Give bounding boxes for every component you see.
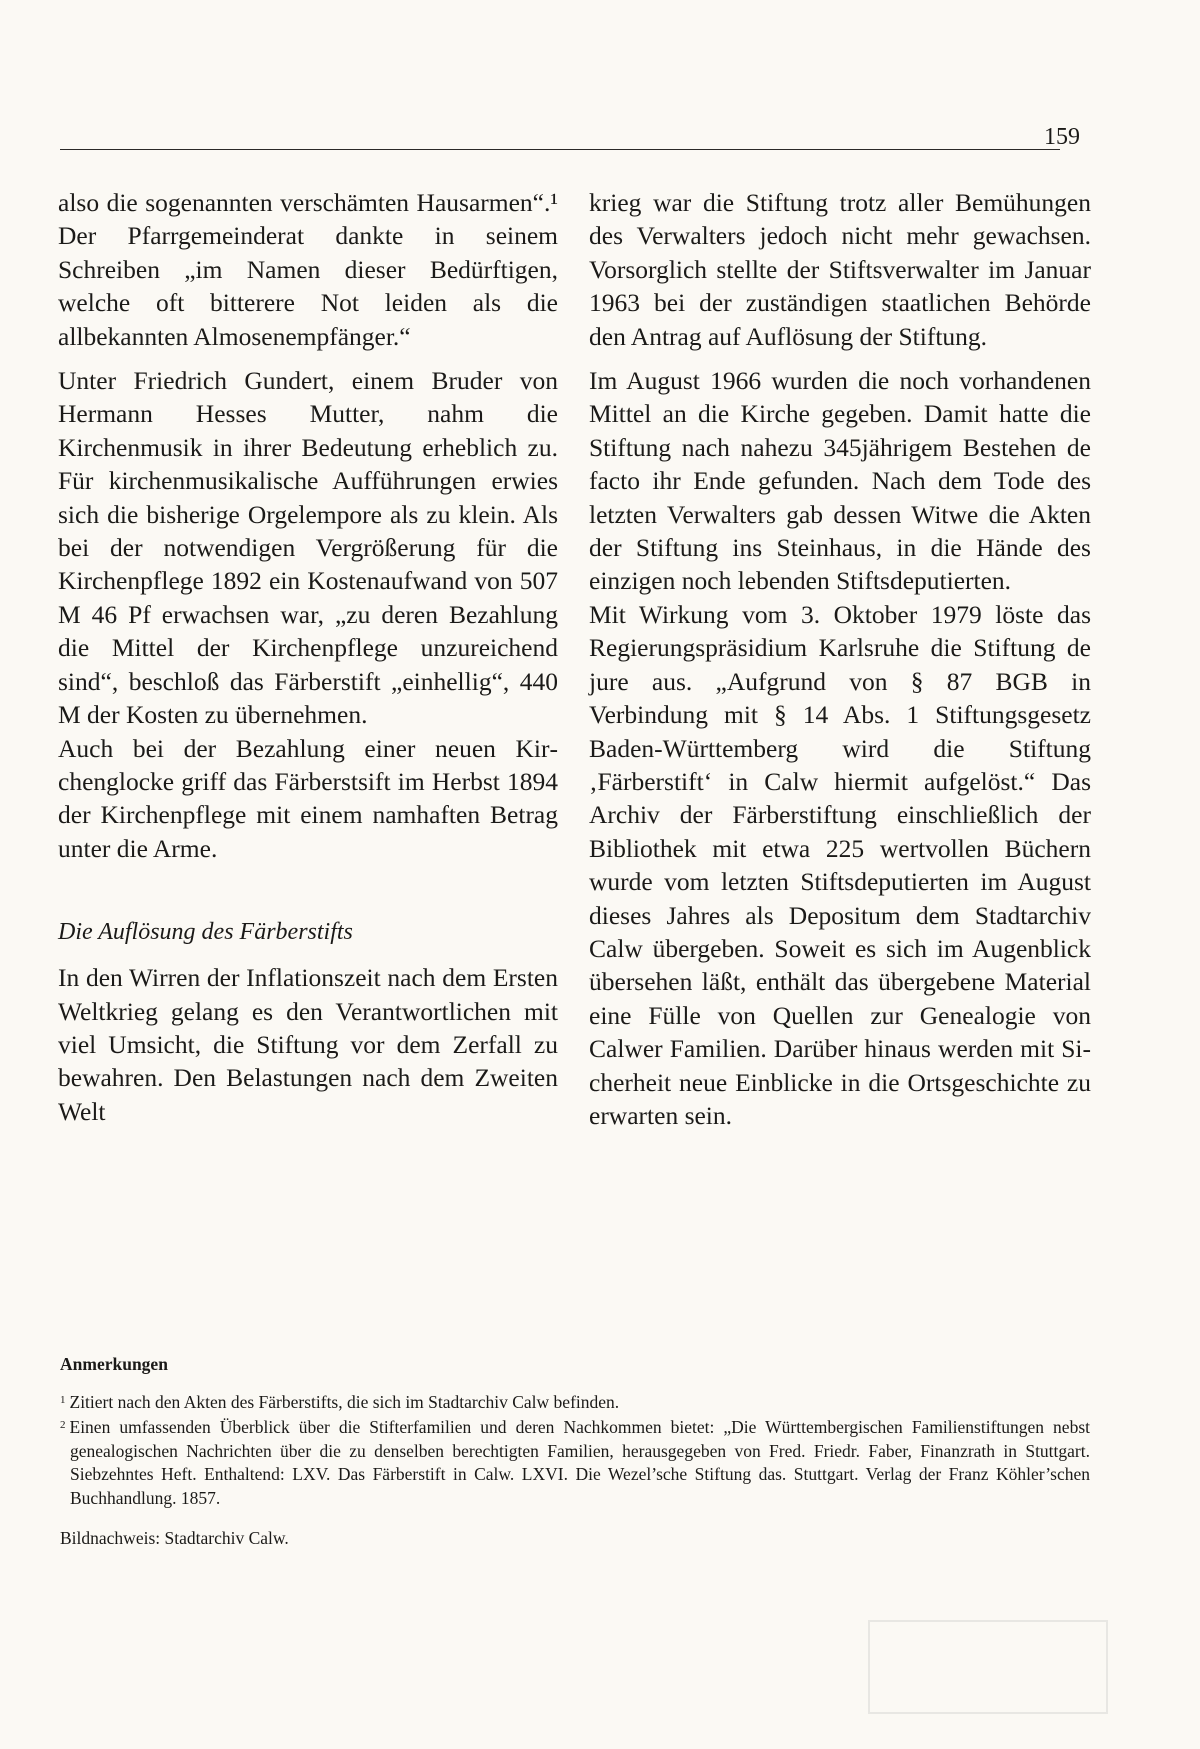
footnote-mark: 2: [60, 1419, 66, 1431]
body-paragraph: also die sogenannten verschämten Hausarmen“.¹ Der Pfarrgemeinderat dankte in seinem Schreiben „im Namen dieser Bedürftigen, welche oft bitterere Not leiden als die allbekannten Almosenempfänger.“: [58, 188, 558, 351]
image-credit: Bildnachweis: Stadtarchiv Calw.: [60, 1528, 289, 1548]
footnote: [60, 1414, 1090, 1510]
footnotes-heading: Anmerkungen: [60, 1354, 168, 1374]
left-column: [58, 186, 558, 1128]
footnote-text: Einen umfassenden Überblick über die Stifterfamilien und deren Nachkommen bietet: „Die Württembergischen Familienstiftungen nebst genealogischen Nachrichten über die zu denselben berechtigten Familien, herausgegeben von Fred. Friedr. Faber, Finanzrath in Stuttgart. Siebzehntes Heft. Enthaltend: LXV. Das Färberstift in Calw. LXVI. Die Wezel’sche Stiftung das. Stuttgart. Verlag der Franz Köhler’schen Buchhandlung. 1857.: [69, 1417, 1090, 1508]
body-paragraph: Unter Friedrich Gundert, einem Bruder von Hermann Hesses Mutter, nahm die Kirchenmusik in ihrer Bedeutung erheblich zu. Für kirchenmusikalische Aufführungen erwies sich die bisherige Orgelempore als zu klein. Als bei der notwendigen Vergrößerung für die Kirchenpflege 1892 ein Kostenaufwand von 507 M 46 Pf erwachsen war, „zu deren Bezahlung die Mittel der Kirchenpflege unzureichend sind“, beschloß das Färberstift „einhellig“, 440 M der Kosten zu übernehmen.: [58, 366, 558, 730]
footnote: [60, 1389, 1090, 1415]
footnote-text: Zitiert nach den Akten des Färberstifts, die sich im Stadtarchiv Calw befinden.: [69, 1391, 620, 1412]
body-paragraph: Mit Wirkung vom 3. Oktober 1979 löste das Regierungspräsidium Karlsruhe die Stiftung de jure aus. „Aufgrund von § 87 BGB in Verbindung mit § 14 Abs. 1 Stiftungsgesetz Baden-Württemberg wird die Stiftung ‚Färberstift‘ in Calw hiermit aufgelöst.“ Das Archiv der Färberstiftung einschließlich der Bibliothek mit etwa 225 wertvollen Büchern wurde vom letzten Stiftsdeputierten im August dieses Jahres als Depositum dem Stadtarchiv Calw übergeben. Soweit es sich im Augenblick übersehen läßt, enthält das übergebene Material eine Fülle von Quellen zur Genealogie von Calwer Familien. Darüber hinaus werden mit Sicherheit neue Einblicke in die Ortsgeschichte zu erwarten sein.: [589, 599, 1091, 1130]
section-heading: Die Auflösung des Färberstifts: [58, 919, 353, 946]
body-paragraph: krieg war die Stiftung trotz aller Bemühungen des Verwalters jedoch nicht mehr gewachsen. Vorsorglich stellte der Stiftsverwalter im Januar 1963 bei der zuständigen staatlichen Behörde den Antrag auf Auflösung der Stiftung.: [589, 188, 1091, 351]
body-paragraph: Auch bei der Bezahlung einer neuen Kirchenglocke griff das Färberstsift im Herbst 1894 der Kirchenpflege mit einem namhaften Betrag unter die Arme.: [58, 733, 558, 863]
footnote-mark: 1: [60, 1393, 66, 1406]
body-paragraph: In den Wirren der Inflationszeit nach dem Ersten Weltkrieg gelang es den Verantwortlichen mit viel Umsicht, die Stiftung vor dem Zerfall zu bewahren. Den Belastungen nach dem Zweiten Welt: [58, 963, 558, 1126]
body-paragraph: Im August 1966 wurden die noch vorhandenen Mittel an die Kirche gegeben. Damit hatte die Stiftung nach nahezu 345jährigem Bestehen de facto ihr Ende gefunden. Nach dem Tode des letzten Verwalters gab dessen Witwe die Akten der Stiftung ins Steinhaus, in die Hände des einzigen noch lebenden Stiftsdeputierten.: [589, 366, 1091, 596]
page-number: 159: [1044, 124, 1080, 150]
header-rule: [60, 149, 1060, 150]
footnotes: [60, 1353, 1090, 1551]
faint-stamp-outline: [868, 1620, 1108, 1714]
right-column: [589, 186, 1091, 1132]
